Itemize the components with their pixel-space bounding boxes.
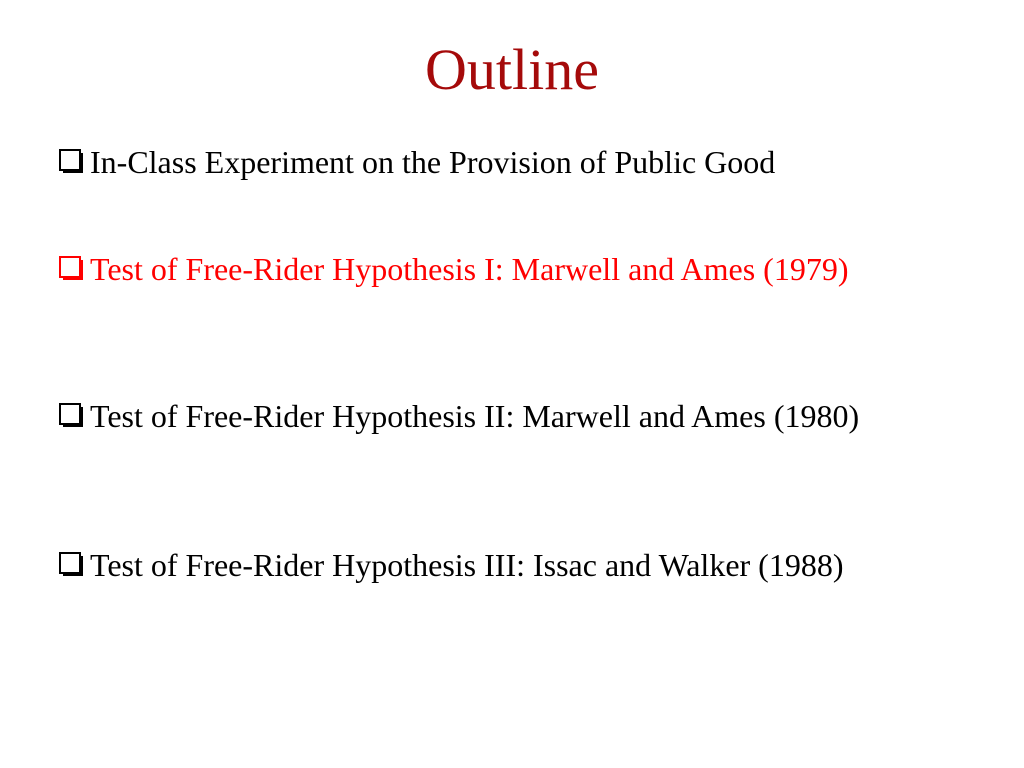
- outline-item-3: [58, 396, 958, 436]
- checkbox-bullet-icon: [58, 545, 90, 585]
- checkbox-bullet-icon: [58, 396, 90, 436]
- outline-item-text: Test of Free-Rider Hypothesis II: Marwell and Ames (1980): [90, 398, 860, 434]
- outline-item-text: Test of Free-Rider Hypothesis I: Marwell and Ames (1979): [90, 251, 849, 287]
- outline-item-4: [58, 545, 958, 585]
- outline-item-2: [58, 249, 958, 289]
- slide-title: Outline: [425, 37, 599, 102]
- outline-item-text: In-Class Experiment on the Provision of Public Good: [90, 144, 776, 180]
- checkbox-bullet-icon: [58, 249, 90, 289]
- outline-item-1: [58, 142, 958, 182]
- outline-item-text: Test of Free-Rider Hypothesis III: Issac and Walker (1988): [90, 547, 844, 583]
- checkbox-bullet-icon: [58, 142, 90, 182]
